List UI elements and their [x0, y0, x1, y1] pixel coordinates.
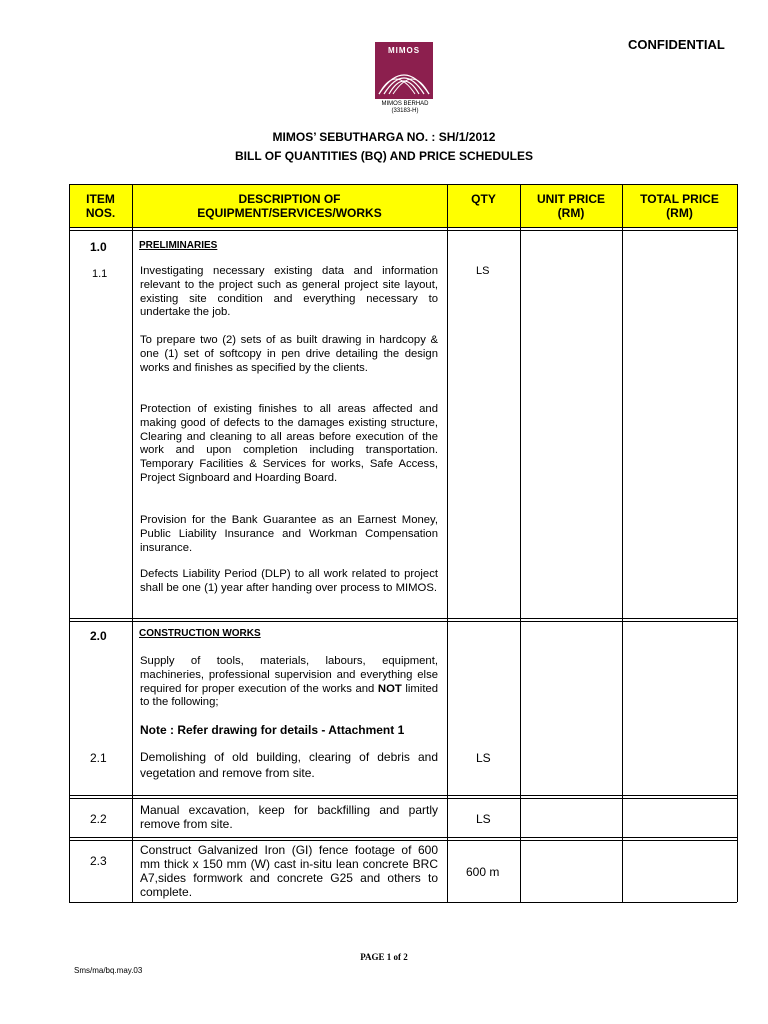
header-total-line1: TOTAL PRICE [640, 192, 719, 206]
header-desc-line2: EQUIPMENT/SERVICES/WORKS [197, 206, 382, 220]
column-header-unit-price [520, 192, 622, 220]
drawing-note: Note : Refer drawing for details - Attachment 1 [140, 723, 405, 737]
column-header-qty [447, 192, 520, 206]
item-description: Investigating necessary existing data and information relevant to the project such as general project site layout, existing site condition and everything necessary to undertake the job. [140, 265, 438, 319]
intro-text-end: limited to the following; [140, 682, 439, 709]
intro-text: Supply of tools, materials, labours, equipment, machineries, professional supervision and everything else required for proper execution of the works and [140, 655, 438, 695]
page-number: PAGE 1 of 2 [360, 952, 408, 962]
item-number: 2.1 [90, 751, 107, 765]
mimos-logo [375, 42, 433, 99]
document-subtitle: BILL OF QUANTITIES (BQ) AND PRICE SCHEDULES [234, 149, 533, 163]
company-name: MIMOS BERHAD [381, 101, 429, 107]
section-title: PRELIMINARIES [139, 240, 218, 251]
item-number: 2.2 [90, 812, 107, 826]
item-description: Construct Galvanized Iron (GI) fence footage of 600 mm thick x 150 mm (W) cast in-situ lean concrete BRC A7,sides formwork and concrete G25 and others to complete. [140, 843, 438, 899]
header-total-line2: (RM) [666, 206, 693, 220]
item-qty: 600 m [466, 865, 500, 879]
company-info [340, 101, 470, 115]
section-number: 2.0 [90, 629, 107, 643]
column-header-description [132, 192, 447, 220]
header-unit-line1: UNIT PRICE [536, 192, 605, 206]
item-description: Provision for the Bank Guarantee as an Earnest Money, Public Liability Insurance and Workman Compensation insurance. [140, 514, 438, 554]
logo-arcs-icon [375, 42, 433, 99]
column-header-item [69, 192, 132, 220]
header-item-line1: ITEM [86, 192, 115, 206]
logo-text: MIMOS [387, 46, 421, 55]
item-number: 1.1 [92, 268, 108, 280]
intro-emphasis: NOT [377, 682, 402, 695]
section-title: CONSTRUCTION WORKS [139, 628, 261, 639]
item-description: Defects Liability Period (DLP) to all work related to project shall be one (1) year after handing over process to MIMOS. [140, 568, 438, 594]
item-description: To prepare two (2) sets of as built drawing in hardcopy & one (1) set of softcopy in pen drive detailing the design works and finishes as specified by the clients. [140, 334, 438, 374]
company-registration: (33183-H) [391, 108, 419, 114]
item-qty: LS [476, 265, 490, 277]
item-qty: LS [476, 751, 491, 765]
document-reference: Sms/ma/bq.may.03 [74, 966, 143, 975]
item-number: 2.3 [90, 854, 107, 868]
column-header-total-price [622, 192, 737, 220]
header-item-line2: NOS. [85, 206, 116, 220]
header-desc-line1: DESCRIPTION OF [238, 192, 341, 206]
section-intro [140, 655, 438, 710]
header-unit-line2: (RM) [557, 206, 585, 220]
item-description: Manual excavation, keep for backfilling and partly remove from site. [140, 803, 438, 831]
document-title: MIMOS’ SEBUTHARGA NO. : SH/1/2012 [272, 130, 496, 144]
header-qty: QTY [471, 192, 496, 206]
section-number: 1.0 [90, 240, 107, 254]
item-qty: LS [476, 812, 491, 826]
confidential-label: CONFIDENTIAL [628, 37, 725, 52]
item-description: Protection of existing finishes to all areas affected and making good of defects to the damages existing structure, Clearing and cleaning to all areas before execution of the work and upon completion including transportation. Temporary Facilities & Services for works, Safe Access, Project Signboard and Hoarding Board. [140, 403, 438, 484]
item-description: Demolishing of old building, clearing of debris and vegetation and remove from site. [140, 750, 438, 780]
